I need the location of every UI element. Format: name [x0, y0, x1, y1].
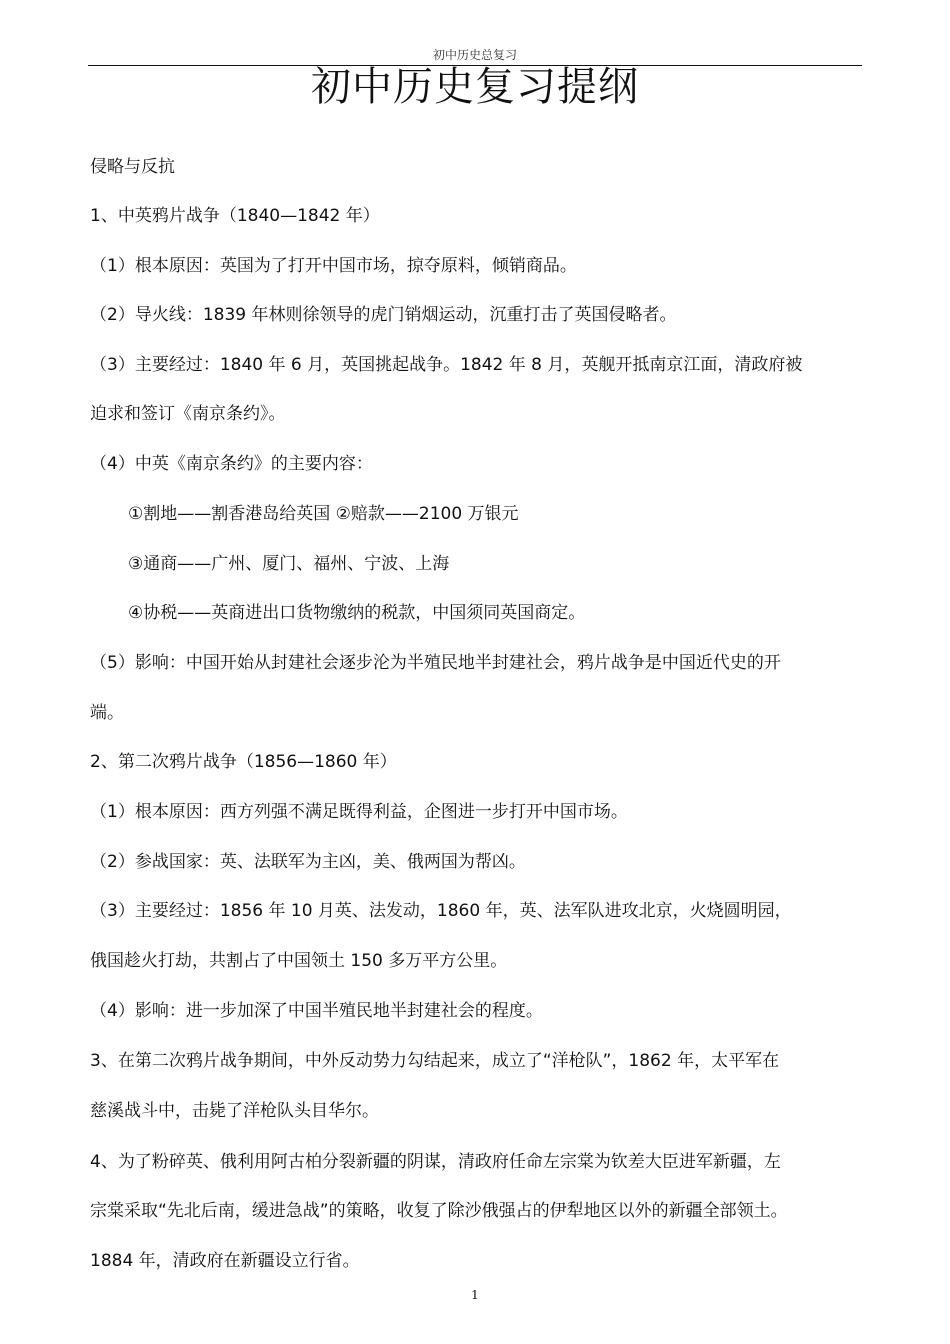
running-header: 初中历史总复习	[432, 48, 517, 62]
text-line: （2）导火线：1839 年林则徐领导的虎门销烟运动，沉重打击了英国侵略者。	[90, 305, 677, 325]
text-line: ④协税——英商进出口货物缴纳的税款，中国须同英国商定。	[128, 603, 586, 623]
text-line: （4）中英《南京条约》的主要内容：	[90, 454, 373, 474]
text-line: 1、中英鸦片战争（1840—1842 年）	[90, 206, 380, 226]
text-line: （3）主要经过：1856 年 10 月英、法发动，1860 年，英、法军队进攻北京，火烧圆明园，	[90, 901, 792, 921]
page-number: 1	[471, 1288, 479, 1302]
text-line: 4、为了粉碎英、俄利用阿古柏分裂新疆的阴谋，清政府任命左宗棠为钦差大臣进军新疆，左	[90, 1152, 781, 1172]
text-line: 1884 年，清政府在新疆设立行省。	[90, 1251, 360, 1271]
text-line: 端。	[90, 703, 124, 723]
text-line: （1）根本原因：英国为了打开中国市场，掠夺原料，倾销商品。	[90, 256, 577, 276]
text-line: （2）参战国家：英、法联军为主凶，美、俄两国为帮凶。	[90, 852, 526, 872]
text-line: ③通商——广州、厦门、福州、宁波、上海	[128, 554, 450, 574]
text-line: （1）根本原因：西方列强不满足既得利益，企图进一步打开中国市场。	[90, 802, 628, 822]
document-title: 初中历史复习提纲	[311, 64, 639, 110]
text-line: 迫求和签订《南京条约》。	[90, 404, 286, 424]
text-line: 3、在第二次鸦片战争期间，中外反动势力勾结起来，成立了“洋枪队”，1862 年，太平军在	[90, 1051, 780, 1071]
text-line: （3）主要经过：1840 年 6 月，英国挑起战争。1842 年 8 月，英舰开抵南京江面，清政府被	[90, 355, 803, 375]
text-line: 宗棠采取“先北后南，缓进急战”的策略，收复了除沙俄强占的伊犁地区以外的新疆全部领土。	[90, 1201, 788, 1221]
text-line: （5）影响：中国开始从封建社会逐步沦为半殖民地半封建社会，鸦片战争是中国近代史的开	[90, 653, 781, 673]
text-line: ①割地——割香港岛给英国 ②赔款——2100 万银元	[128, 504, 519, 524]
text-line: （4）影响：进一步加深了中国半殖民地半封建社会的程度。	[90, 1001, 543, 1021]
section-heading: 侵略与反抗	[90, 157, 175, 177]
text-line: 2、第二次鸦片战争（1856—1860 年）	[90, 752, 397, 772]
text-line: 俄国趁火打劫，共割占了中国领土 150 多万平方公里。	[90, 951, 508, 971]
text-line: 慈溪战斗中，击毙了洋枪队头目华尔。	[90, 1101, 379, 1121]
